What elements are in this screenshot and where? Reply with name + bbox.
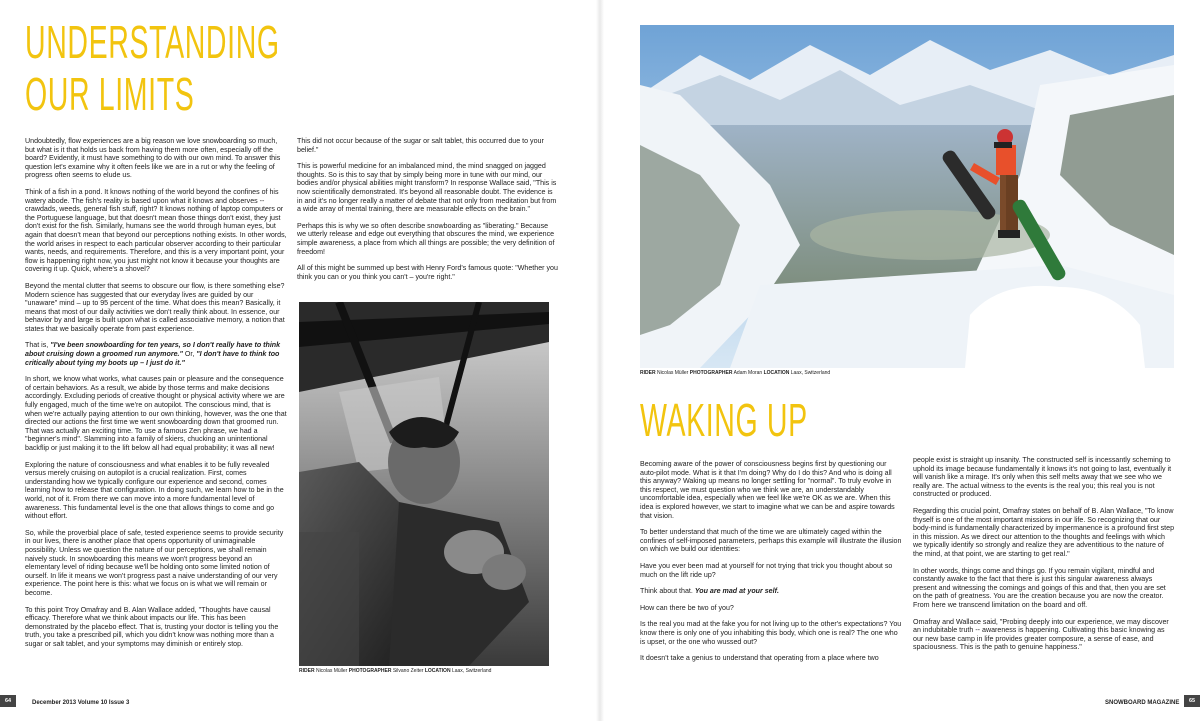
paragraph: To this point Troy Omafray and B. Alan Wallace added, "Thoughts have causal efficacy. Therefore what we think about impacts our life. This has been demonstrated by the placebo effect. That is, trusting your doctor is telling you the truth, you take a prescribed pill, which you didn't know was nothing more than a sugar or salt tablet, and your symptoms may diminish or entirely stop. xyxy=(25,605,279,648)
paragraph: Becoming aware of the power of consciousness begins first by questioning our auto-pilot mode. What is it that I'm doing? Why do I do this? And who is doing all this anyway? Waking up means no longer settling for "normal". To truly evolve in this respect, we must question who we think we are, an understandably uncomfortable idea, especially when we feel like we're OK as we are. When this idea is explored however, we start to imagine what we can be and aspire towards that vision. xyxy=(640,460,895,520)
photo-rider-gondola xyxy=(299,302,549,666)
credit-label: RIDER xyxy=(299,668,315,674)
credit-rider: Nicolas Müller xyxy=(656,370,689,376)
paragraph: Beyond the mental clutter that seems to obscure our flow, is there something else? Modern science has suggested that our everyday lives are guided by our "unaware" mind – up to 95 percent of the time. What does this mean? Basically, it means that most of our daily activities we don't really think about. In essence, our behavior by and large is built upon what is called associative memory, a notion that states that we basically operate from past experience. xyxy=(25,281,285,333)
credit-label: PHOTOGRAPHER xyxy=(689,370,733,376)
paragraph: Have you ever been mad at yourself for not trying that trick you thought about so much on the lift ride up? xyxy=(640,561,893,579)
paragraph: people exist is straight up insanity. The constructed self is incessantly scheming to uphold its image because fundamentally it knows it's not going to last, eventually it will vanish like a mirage. It's only when this self melts away that we see who we really are. The actual witness to the events is the real you; this real you is not constructed or produced. xyxy=(913,456,1172,499)
quote-italic: "I don't have to think too critically about tying my boots up – I just do it." xyxy=(25,350,280,367)
paragraph: Omafray and Wallace said, "Probing deeply into our experience, we may discover an indubitable truth -- awareness is happening. Cultivating this basic knowing as our new base camp in life provides greater composure, a sense of ease, and spaciousness. This is the path to genuine happiness." xyxy=(913,617,1169,652)
photo-rider-mountain xyxy=(640,25,1174,368)
quote-text: Or, xyxy=(182,350,197,359)
paragraph: To better understand that much of the time we are ultimately caged within the confines of self-imposed parameters, perhaps this example will illustrate the illusion on which we build our identities: xyxy=(640,528,902,554)
paragraph: Regarding this crucial point, Omafray states on behalf of B. Alan Wallace, "To know thyself is one of the most important missions in our life. So recognizing that our body-mind is fundamentally characterized by impermanence is a profound first step in this mission. As we direct our attention to the thoughts and feelings with which we typically identify so strongly and realize they are adventitious to the nature of the mind, at that point, we are starting to get real." xyxy=(913,506,1175,558)
paragraph: Is the real you mad at the fake you for not living up to the other's expectations? You know there is only one of you inhabiting this body, which one is real? The one who is upset, or the one who wussed out? xyxy=(640,620,902,646)
footer-magazine: SNOWBOARD MAGAZINE xyxy=(1105,700,1180,706)
right-page xyxy=(600,0,1200,721)
paragraph: Undoubtedly, flow experiences are a big reason we love snowboarding so much, but what is it that holds us back from having them more often, especially off the board? Evidently, it must have something to do with our own mind. To answer this question let's examine why it often feels like we are in a rut or why the feeling of progress often seems to elude us. xyxy=(25,137,281,180)
quote-text: That is, xyxy=(25,341,51,350)
right-column-2 xyxy=(913,456,1175,660)
credit-photographer: Adam Moran xyxy=(733,370,763,376)
paragraph: How can there be two of you? xyxy=(640,603,734,612)
paragraph: Think of a fish in a pond. It knows nothing of the world beyond the confines of his watery abode. The fish's reality is based upon what it knows and observes -- crawdads, weeds, general fish stuff, right? It knows nothing of laptop computers or the Portuguese language, but that doesn't mean those things don't exist, they just don't exist for the fish. Similarly, humans see the world through human eyes, but again that doesn't mean that beyond our perceptions nothing exists. In other words, the world arises in respect to each particular observer according to their particular wants, needs, and requirements. Therefore, and this is a very important point, your flow is happening right now, you just might not know it because your thoughts are covering it up. Quick, where's a shovel? xyxy=(25,187,287,274)
page-number-right: 65 xyxy=(1184,695,1200,707)
paragraph: Exploring the nature of consciousness and what enables it to be fully revealed versus merely cruising on autopilot is a crucial realization. First, comes understanding how we typically configure our experience and second, comes learning how to release that configuration. In doing such, we learn how to be in the world, not of it. From there we can move into a more fundamental level of awareness. This fundamental level is the one that allows things to come and go without effort. xyxy=(25,460,284,521)
paragraph: All of this might be summed up best with Henry Ford's famous quote: "Whether you think you can or you think you can't – you're right." xyxy=(297,264,558,281)
right-column-1 xyxy=(640,460,902,671)
credit-label: LOCATION xyxy=(424,668,451,674)
left-column-2 xyxy=(297,137,559,289)
footer-issue: December 2013 Volume 10 Issue 3 xyxy=(32,700,130,706)
paragraph: This is powerful medicine for an imbalanced mind, the mind snagged on jagged thoughts. So is this to say that by simply being more in tune with our mind, our bodies and/or physical abilities might transform? In response Wallace said, "This is now scientifically demonstrated. It's beyond all reasonable doubt. The evidence is in and it's no longer really a matter of debate that not only from meditation but from a wide array of mental training, there are measurable effects on the brain." xyxy=(297,162,557,214)
left-column-1 xyxy=(25,137,287,656)
credit-label: RIDER xyxy=(640,370,656,376)
paragraph: So, while the proverbial place of safe, tested experience seems to provide security in our lives, there is another place that opens opportunity of unimaginable possibility. Unless we question the nature of our perceptions, we shall remain naively stuck. In snowboarding this means we won't progress beyond an elementary level of riding because we'll be holding onto some limited notion of ourself. In life it means we won't progress past a naive understanding of our very experience. The point here is this: what we focus on is what we will remain or become. xyxy=(25,528,284,597)
paragraph: It doesn't take a genius to understand that operating from a place where two xyxy=(640,654,879,663)
photo-credit-left xyxy=(299,668,491,674)
credit-label: LOCATION xyxy=(763,370,790,376)
credit-location: Laax, Switzerland xyxy=(790,370,831,376)
paragraph: In short, we know what works, what causes pain or pleasure and the consequence of certain behaviors. As a result, we abide by those terms and make decisions accordingly. Excluding periods of creative thought or physical activity where we are fully engaged, much of the time we're on autopilot. The conscious mind, that is when we're actually paying attention to our own thinking, however, was the one that directed our actions the first time we went snowboarding down that groomed run. That was actually an exciting time. To use a famous Zen phrase, we had a "beginner's mind". Slamming into a family of skiers, chucking an unintentional backflip or just making it to the lift below all had equal probability; it was all new! xyxy=(25,375,287,452)
paragraph-quote xyxy=(25,341,287,367)
credit-label: PHOTOGRAPHER xyxy=(348,668,392,674)
paragraph: Perhaps this is why we so often describe snowboarding as "liberating." Because we utterly release and edge out everything that obscures the mind, we experience simple awareness, a place from which all things are possible; the very definition of freedom! xyxy=(297,221,555,256)
paragraph-think xyxy=(640,587,902,596)
headline-line-2: OUR LIMITS xyxy=(25,68,195,120)
credit-rider: Nicolas Müller xyxy=(315,668,348,674)
photo-rider-mountain-image xyxy=(640,25,1174,368)
photo-rider-gondola-image xyxy=(299,302,549,666)
think-text: Think about that. xyxy=(640,587,695,596)
headline-waking-up: WAKING UP xyxy=(640,394,808,446)
paragraph: In other words, things come and things go. If you remain vigilant, mindful and constantly awake to the fact that there is just this singular awareness always present and witnessing the comings and goings of this and that, then you are set on the path of greatness. You are the creation because you are now the creator. From here we transcend limitation on the board and off. xyxy=(913,566,1166,609)
credit-photographer: Silvano Zeiter xyxy=(392,668,424,674)
credit-location: Laax, Switzerland xyxy=(451,668,492,674)
page-number-left: 64 xyxy=(0,695,16,707)
paragraph: This did not occur because of the sugar or salt tablet, this occurred due to your belief." xyxy=(297,137,544,154)
think-italic: You are mad at your self. xyxy=(694,587,779,596)
headline-line-1: UNDERSTANDING xyxy=(25,16,280,68)
photo-credit-right xyxy=(640,370,830,376)
quote-italic: "I've been snowboarding for ten years, so I don't really have to think about cruising down a groomed run anymore." xyxy=(25,341,281,359)
